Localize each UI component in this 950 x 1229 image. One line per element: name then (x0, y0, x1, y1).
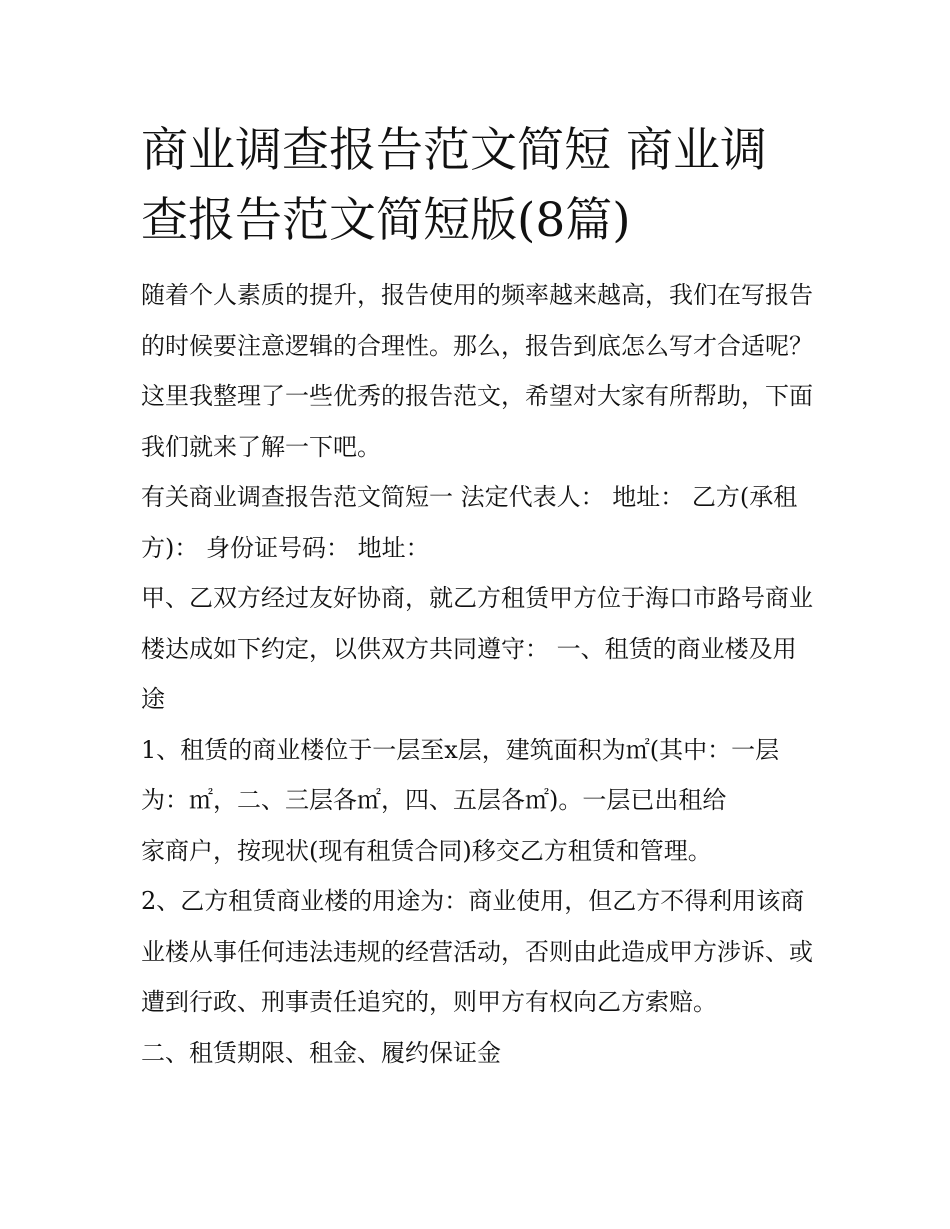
paragraph-parties: 有关商业调查报告范文简短一 法定代表人： 地址： 乙方(承租方)： 身份证号码： 地址： (141, 483, 798, 562)
paragraph-clause-1-cont: 家商户，按现状(现有租赁合同)移交乙方租赁和管理。 (141, 836, 712, 865)
section-heading-2: 二、租赁期限、租金、履约保证金 (141, 1038, 501, 1067)
document-title: 商业调查报告范文简短 商业调查报告范文简短版(8篇) (141, 123, 767, 248)
paragraph-agreement: 甲、乙双方经过友好协商，就乙方租赁甲方位于海口市路号商业楼达成如下约定，以供双方共同遵守： 一、租赁的商业楼及用途 (141, 584, 813, 713)
document-body (141, 116, 813, 1078)
paragraph-intro: 随着个人素质的提升，报告使用的频率越来越高，我们在写报告的时候要注意逻辑的合理性。那么，报告到底怎么写才合适呢？这里我整理了一些优秀的报告范文，希望对大家有所帮助，下面我们就来了解一下吧。 (141, 281, 813, 461)
paragraph-clause-1: 1、租赁的商业楼位于一层至x层，建筑面积为㎡(其中：一层为：㎡，二、三层各㎡，四、五层各㎡)。一层已出租给 (141, 735, 780, 814)
paragraph-clause-2: 2、乙方租赁商业楼的用途为：商业使用，但乙方不得利用该商业楼从事任何违法违规的经营活动，否则由此造成甲方涉诉、或遭到行政、刑事责任追究的，则甲方有权向乙方索赔。 (141, 887, 813, 1016)
